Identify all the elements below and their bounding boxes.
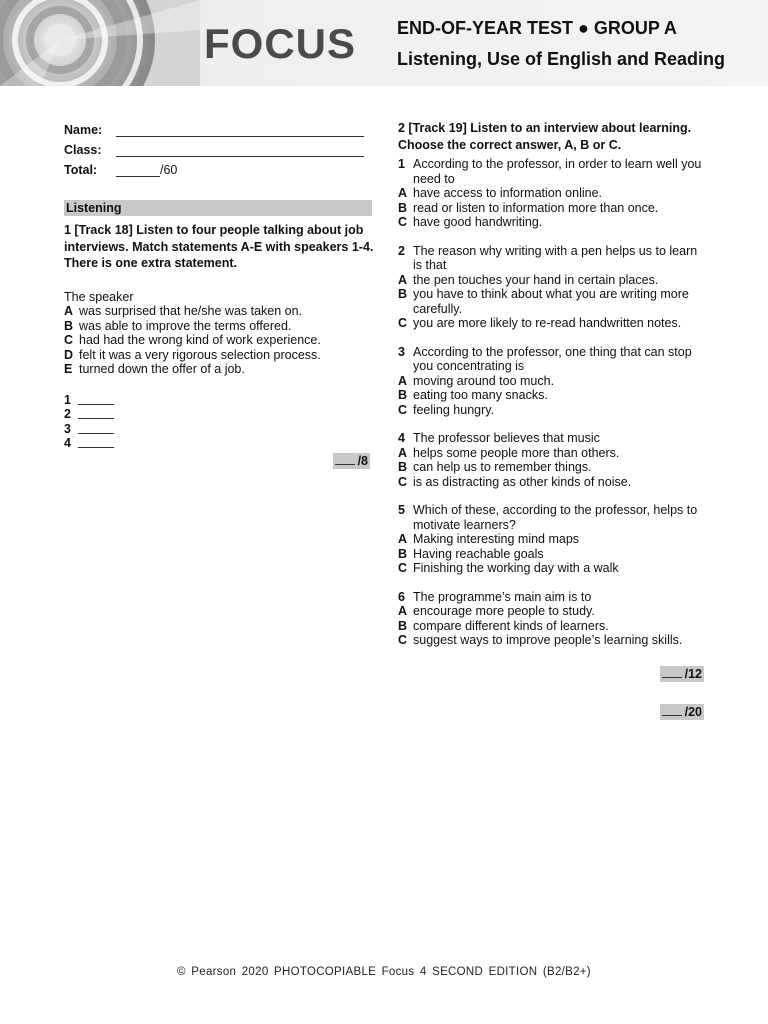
total-max: /60 — [160, 163, 178, 177]
answer-blank[interactable] — [78, 393, 114, 405]
score-blank[interactable] — [662, 667, 682, 678]
score-blank[interactable] — [662, 705, 682, 716]
option[interactable] — [398, 186, 708, 201]
question-number: 5 — [398, 503, 405, 517]
page-header — [0, 0, 768, 86]
question-stem: The professor believes that music — [413, 431, 600, 445]
option-text: eating too many snacks. — [413, 388, 548, 402]
option-letter: C — [398, 633, 408, 647]
test-title: END-OF-YEAR TEST ● GROUP A — [397, 18, 677, 38]
statement-letter: D — [64, 347, 74, 362]
option-text: encourage more people to study. — [413, 604, 595, 618]
statement-lead: The speaker — [64, 289, 134, 304]
answer-row — [64, 422, 374, 437]
total-field — [64, 160, 374, 180]
answer-number: 2 — [64, 407, 71, 421]
answer-row — [64, 407, 374, 422]
option[interactable] — [398, 273, 708, 288]
option-text: compare different kinds of learners. — [413, 618, 609, 633]
name-label: Name: — [64, 123, 103, 137]
left-column — [64, 120, 374, 469]
statement-letter: E — [64, 362, 73, 376]
option-letter: C — [398, 316, 408, 330]
question-3 — [398, 345, 708, 418]
statement-item — [64, 333, 374, 348]
option[interactable] — [398, 475, 708, 490]
name-input-line[interactable] — [116, 124, 364, 137]
option-letter: C — [398, 561, 408, 575]
answer-number: 4 — [64, 436, 71, 450]
option[interactable] — [398, 215, 708, 230]
option-text: you are more likely to re-read handwritten notes. — [413, 316, 682, 330]
answer-blank[interactable] — [78, 436, 114, 448]
total-label: Total: — [64, 163, 98, 177]
class-label: Class: — [64, 143, 102, 157]
option-text: moving around too much. — [413, 373, 555, 388]
exercise-1-instruction: 1 [Track 18] Listen to four people talking about job interviews. Match statements A-E with speakers 1-4. There is one extra statement. — [64, 223, 374, 270]
option[interactable] — [398, 460, 708, 475]
question-stem: Which of these, according to the professor, helps to motivate learners? — [413, 503, 698, 532]
question-number: 2 — [398, 243, 405, 258]
option[interactable] — [398, 547, 708, 562]
option-letter: B — [398, 546, 408, 561]
option-text: have access to information online. — [413, 186, 602, 200]
score-max: /12 — [684, 666, 702, 681]
option[interactable] — [398, 446, 708, 461]
question-stem: The programme’s main aim is to — [413, 589, 592, 604]
statement-text: had had the wrong kind of work experience. — [79, 333, 321, 347]
question-1 — [398, 157, 708, 230]
option-letter: A — [398, 186, 408, 200]
statement-item — [64, 319, 374, 334]
option-text: is as distracting as other kinds of noise. — [413, 474, 632, 489]
question-stem: According to the professor, in order to learn well you need to — [413, 157, 702, 186]
question-stem: The reason why writing with a pen helps us to learn is that — [413, 243, 698, 272]
option-letter: C — [398, 402, 408, 417]
answer-blank[interactable] — [78, 407, 114, 419]
option[interactable] — [398, 619, 708, 634]
test-subtitle: Listening, Use of English and Reading — [397, 49, 726, 69]
right-column — [398, 120, 708, 720]
option[interactable] — [398, 633, 708, 648]
question-6 — [398, 590, 708, 648]
class-field — [64, 140, 374, 160]
option[interactable] — [398, 604, 708, 619]
option[interactable] — [398, 316, 708, 331]
exercise-2-score-wrap — [398, 666, 704, 682]
exercise-2-instruction: 2 [Track 19] Listen to an interview about learning. Choose the correct answer, A, B or C. — [398, 121, 692, 152]
option-letter: C — [398, 215, 408, 229]
listening-section-heading: Listening — [64, 200, 372, 216]
option[interactable] — [398, 287, 708, 316]
focus-logo-text: FOCUS — [204, 20, 356, 67]
class-input-line[interactable] — [116, 144, 364, 157]
answer-row — [64, 393, 374, 408]
option-text: read or listen to information more than once. — [413, 200, 659, 215]
statement-text: was surprised that he/she was taken on. — [79, 304, 303, 318]
answer-number: 3 — [64, 421, 71, 436]
option[interactable] — [398, 388, 708, 403]
option-text: Making interesting mind maps — [413, 532, 580, 546]
question-stem: According to the professor, one thing that can stop you concentrating is — [413, 344, 692, 373]
exercise-1-score — [333, 453, 370, 469]
option-text: can help us to remember things. — [413, 460, 592, 474]
name-field — [64, 120, 374, 140]
option-letter: A — [398, 532, 408, 546]
section-total-wrap — [398, 704, 704, 720]
option-letter: A — [398, 445, 408, 460]
score-blank[interactable] — [335, 454, 355, 465]
option-letter: B — [398, 460, 408, 474]
option-text: helps some people more than others. — [413, 445, 620, 460]
option-letter: A — [398, 604, 408, 618]
option-letter: A — [398, 373, 408, 388]
option-letter: A — [398, 272, 408, 287]
total-input-line[interactable] — [116, 164, 160, 177]
option-text: Having reachable goals — [413, 546, 544, 561]
statement-text: turned down the offer of a job. — [79, 362, 245, 376]
statement-letter: B — [64, 318, 74, 333]
answer-row — [64, 436, 374, 451]
statement-text: was able to improve the terms offered. — [79, 318, 292, 333]
question-number: 6 — [398, 589, 405, 604]
option-letter: B — [398, 200, 408, 215]
question-number: 1 — [398, 157, 405, 171]
listening-section-total — [660, 704, 704, 720]
statement-text: felt it was a very rigorous selection process. — [79, 347, 321, 362]
exercise-2-score — [660, 666, 704, 682]
statement-item — [64, 348, 374, 363]
question-4 — [398, 431, 708, 489]
question-number: 3 — [398, 344, 405, 359]
answer-number: 1 — [64, 392, 71, 407]
exercise-1-score-wrap — [64, 453, 370, 469]
option[interactable] — [398, 374, 708, 389]
option-text: you have to think about what you are writing more carefully. — [413, 287, 689, 316]
score-max: /20 — [684, 704, 702, 719]
score-max: /8 — [357, 453, 368, 468]
option-letter: B — [398, 618, 408, 633]
statement-item — [64, 362, 374, 377]
option-letter: B — [398, 287, 408, 301]
option-text: have good handwriting. — [413, 215, 543, 229]
question-5 — [398, 503, 708, 576]
option[interactable] — [398, 532, 708, 547]
option-text: Finishing the working day with a walk — [413, 561, 619, 575]
question-2 — [398, 244, 708, 331]
focus-logo-graphic — [0, 0, 200, 86]
option-text: feeling hungry. — [413, 402, 495, 417]
exercise-1-statements — [64, 290, 374, 377]
option-text: suggest ways to improve people’s learning skills. — [413, 633, 683, 647]
option[interactable] — [398, 561, 708, 576]
statement-letter: C — [64, 333, 74, 347]
option-letter: B — [398, 388, 408, 402]
question-number: 4 — [398, 431, 405, 445]
option[interactable] — [398, 201, 708, 216]
answer-blank[interactable] — [78, 422, 114, 434]
page-footer: © Pearson 2020 PHOTOCOPIABLE Focus 4 SECOND EDITION (B2/B2+) — [177, 966, 591, 978]
option[interactable] — [398, 403, 708, 418]
statement-letter: A — [64, 304, 74, 318]
statement-item — [64, 304, 374, 319]
option-letter: C — [398, 474, 408, 489]
exercise-1-answers — [64, 393, 374, 451]
option-text: the pen touches your hand in certain places. — [413, 272, 659, 287]
